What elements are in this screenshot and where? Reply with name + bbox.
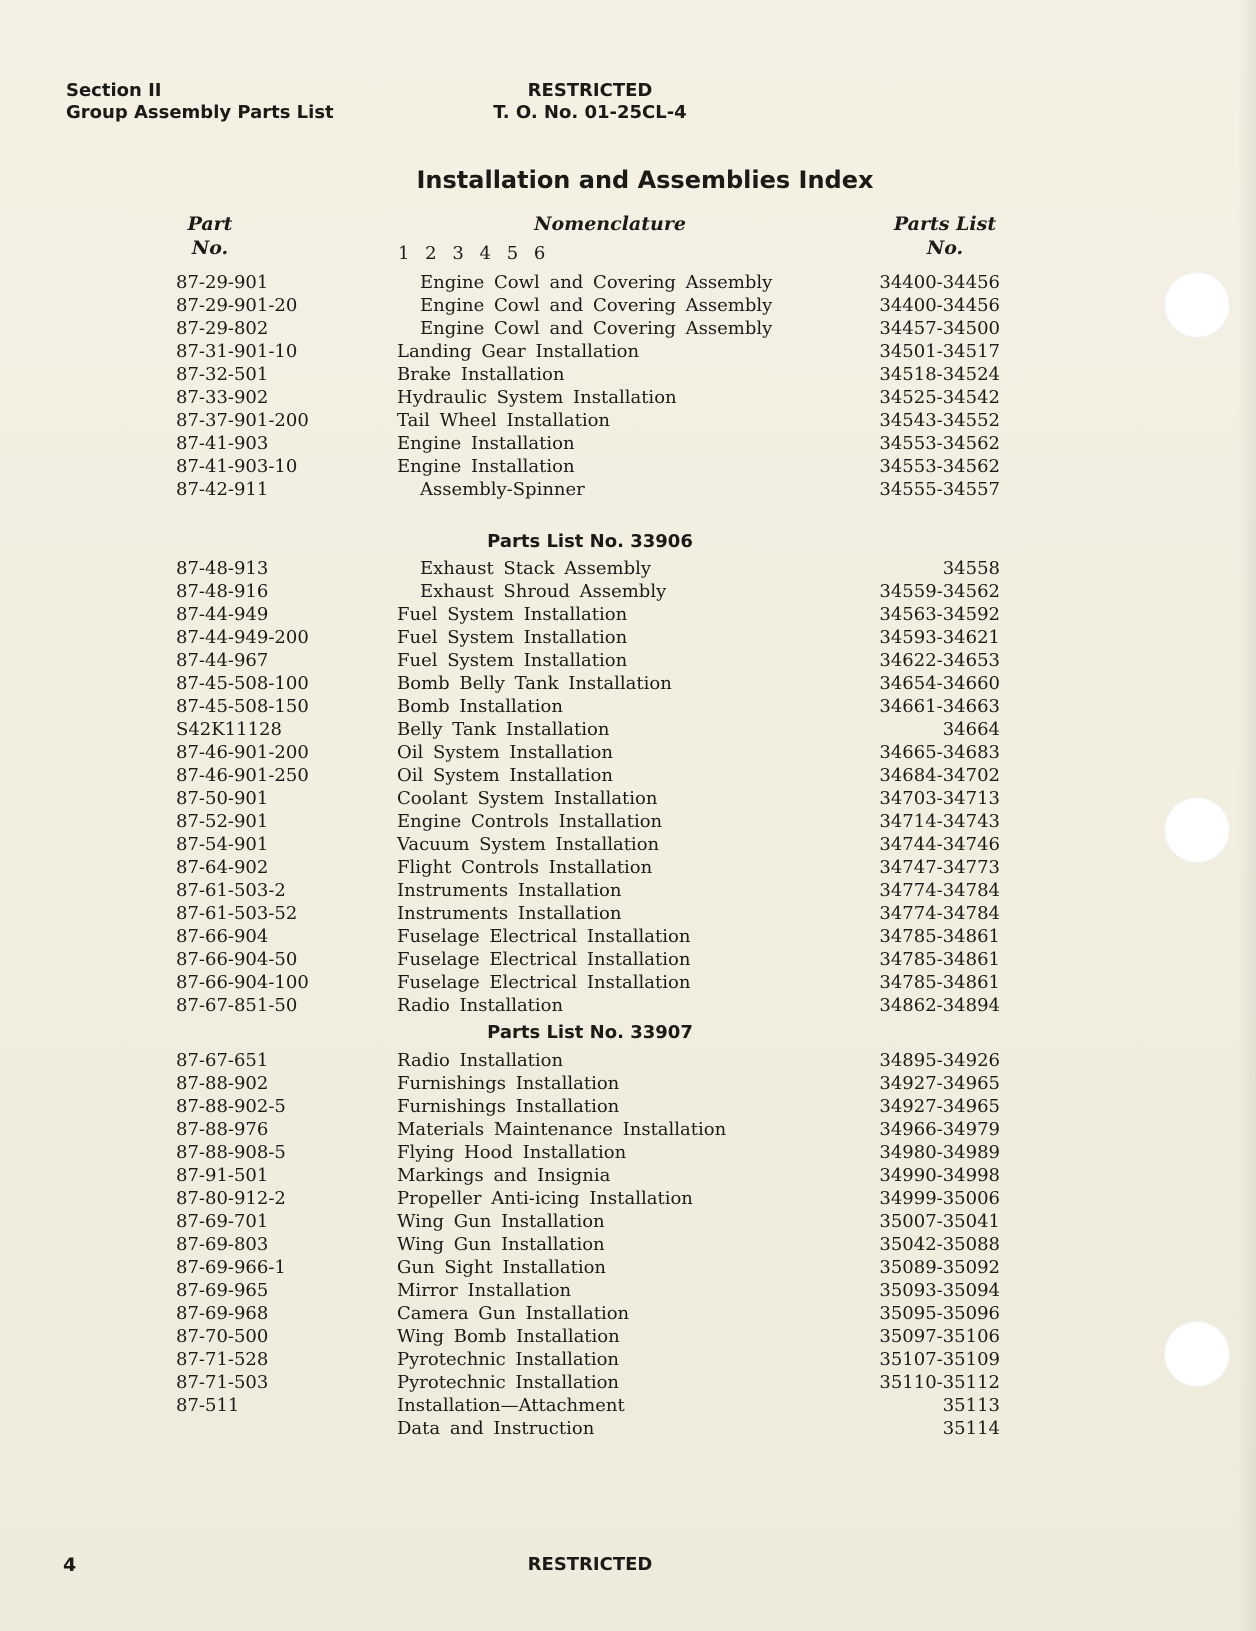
table-row — [0, 1417, 1256, 1440]
part-number: 87-29-901 — [176, 272, 269, 293]
classification-bottom: RESTRICTED — [527, 1554, 653, 1575]
nomenclature: Tail Wheel Installation — [397, 410, 611, 431]
part-number: 87-52-901 — [176, 811, 269, 832]
table-row — [0, 741, 1256, 764]
parts-list-number: 34558 — [942, 558, 1000, 579]
nomenclature: Radio Installation — [397, 1050, 564, 1071]
part-number: 87-69-965 — [176, 1280, 269, 1301]
part-number: 87-32-501 — [176, 364, 269, 385]
part-number: 87-80-912-2 — [176, 1188, 286, 1209]
parts-list-number: 34661-34663 — [879, 696, 1000, 717]
part-number: 87-29-802 — [176, 318, 269, 339]
part-number: 87-71-503 — [176, 1372, 269, 1393]
nomenclature: Hydraulic System Installation — [397, 387, 677, 408]
indent-level-numbers: 1 2 3 4 5 6 — [398, 243, 551, 264]
table-row — [0, 317, 1256, 340]
nomenclature: Coolant System Installation — [397, 788, 658, 809]
parts-list-number: 35097-35106 — [879, 1326, 1000, 1347]
nomenclature: Exhaust Shroud Assembly — [420, 581, 667, 602]
part-number: 87-61-503-52 — [176, 903, 298, 924]
nomenclature: Flying Hood Installation — [397, 1142, 627, 1163]
page-number: 4 — [63, 1554, 77, 1576]
part-number: 87-71-528 — [176, 1349, 269, 1370]
part-number: 87-48-916 — [176, 581, 269, 602]
part-number: 87-70-500 — [176, 1326, 269, 1347]
table-row — [0, 1325, 1256, 1348]
parts-list-number: 35113 — [942, 1395, 1000, 1416]
nomenclature: Engine Cowl and Covering Assembly — [420, 318, 773, 339]
table-row — [0, 557, 1256, 580]
table-row — [0, 1256, 1256, 1279]
parts-list-number: 34501-34517 — [879, 341, 1000, 362]
part-number: 87-45-508-150 — [176, 696, 309, 717]
nomenclature: Instruments Installation — [397, 903, 622, 924]
part-number: 87-66-904-100 — [176, 972, 309, 993]
parts-list-number: 34862-34894 — [879, 995, 1000, 1016]
parts-list-number: 34927-34965 — [879, 1073, 1000, 1094]
nomenclature: Radio Installation — [397, 995, 564, 1016]
table-row — [0, 1302, 1256, 1325]
part-number: 87-88-902-5 — [176, 1096, 286, 1117]
part-number: 87-66-904-50 — [176, 949, 298, 970]
nomenclature: Markings and Insignia — [397, 1165, 611, 1186]
part-number: 87-42-911 — [176, 479, 269, 500]
table-row — [0, 695, 1256, 718]
table-row — [0, 879, 1256, 902]
table-row — [0, 294, 1256, 317]
page-title: Installation and Assemblies Index — [416, 166, 874, 194]
table-row — [0, 1095, 1256, 1118]
table-row — [0, 994, 1256, 1017]
page-edge-shadow — [1238, 0, 1256, 1631]
table-row — [0, 432, 1256, 455]
table-row — [0, 1394, 1256, 1417]
parts-list-number: 34559-34562 — [879, 581, 1000, 602]
nomenclature: Installation—Attachment — [397, 1395, 625, 1416]
nomenclature: Furnishings Installation — [397, 1073, 620, 1094]
table-row — [0, 1118, 1256, 1141]
table-row — [0, 478, 1256, 501]
part-number: 87-48-913 — [176, 558, 269, 579]
nomenclature: Propeller Anti-icing Installation — [397, 1188, 693, 1209]
table-row — [0, 455, 1256, 478]
table-group — [0, 271, 1256, 501]
table-row — [0, 718, 1256, 741]
nomenclature: Bomb Installation — [397, 696, 563, 717]
nomenclature: Instruments Installation — [397, 880, 622, 901]
nomenclature: Camera Gun Installation — [397, 1303, 630, 1324]
parts-list-number: 34543-34552 — [879, 410, 1000, 431]
nomenclature: Vacuum System Installation — [397, 834, 660, 855]
nomenclature: Mirror Installation — [397, 1280, 572, 1301]
parts-list-number: 34553-34562 — [879, 433, 1000, 454]
part-number: 87-44-949 — [176, 604, 269, 625]
part-number: 87-50-901 — [176, 788, 269, 809]
nomenclature: Pyrotechnic Installation — [397, 1349, 620, 1370]
table-group — [0, 557, 1256, 1017]
parts-list-number: 34400-34456 — [879, 272, 1000, 293]
nomenclature: Engine Installation — [397, 456, 575, 477]
parts-list-number: 34895-34926 — [879, 1050, 1000, 1071]
parts-list-number: 35007-35041 — [879, 1211, 1000, 1232]
table-group — [0, 1049, 1256, 1440]
table-row — [0, 580, 1256, 603]
part-number: 87-88-902 — [176, 1073, 269, 1094]
table-row — [0, 856, 1256, 879]
nomenclature: Engine Cowl and Covering Assembly — [420, 272, 773, 293]
part-number: 87-44-967 — [176, 650, 269, 671]
nomenclature: Brake Installation — [397, 364, 565, 385]
parts-list-number: 35107-35109 — [879, 1349, 1000, 1370]
table-row — [0, 764, 1256, 787]
nomenclature: Landing Gear Installation — [397, 341, 640, 362]
parts-list-number: 34774-34784 — [879, 903, 1000, 924]
part-number: 87-67-651 — [176, 1050, 269, 1071]
table-row — [0, 1279, 1256, 1302]
part-number: 87-29-901-20 — [176, 295, 298, 316]
nomenclature: Fuselage Electrical Installation — [397, 972, 691, 993]
parts-list-section-heading: Parts List No. 33907 — [487, 1022, 693, 1043]
part-number: 87-88-908-5 — [176, 1142, 286, 1163]
part-number: 87-54-901 — [176, 834, 269, 855]
to-number: T. O. No. 01-25CL-4 — [493, 102, 687, 123]
table-row — [0, 409, 1256, 432]
parts-list-number: 34553-34562 — [879, 456, 1000, 477]
part-number: 87-45-508-100 — [176, 673, 309, 694]
table-row — [0, 1072, 1256, 1095]
section-subtitle: Group Assembly Parts List — [66, 102, 334, 123]
part-number: 87-69-968 — [176, 1303, 269, 1324]
parts-list-number: 35093-35094 — [879, 1280, 1000, 1301]
parts-list-number: 34518-34524 — [879, 364, 1000, 385]
nomenclature: Wing Gun Installation — [397, 1234, 605, 1255]
part-number: 87-46-901-200 — [176, 742, 309, 763]
nomenclature: Fuselage Electrical Installation — [397, 926, 691, 947]
nomenclature: Fuel System Installation — [397, 627, 628, 648]
parts-list-number: 34525-34542 — [879, 387, 1000, 408]
parts-list-number: 34785-34861 — [879, 926, 1000, 947]
part-number: 87-511 — [176, 1395, 240, 1416]
part-number: 87-37-901-200 — [176, 410, 309, 431]
parts-list-number: 34665-34683 — [879, 742, 1000, 763]
nomenclature: Assembly-Spinner — [420, 479, 585, 500]
table-row — [0, 833, 1256, 856]
table-row — [0, 1187, 1256, 1210]
nomenclature: Pyrotechnic Installation — [397, 1372, 620, 1393]
table-row — [0, 948, 1256, 971]
parts-list-number: 34684-34702 — [879, 765, 1000, 786]
parts-list-number: 34457-34500 — [879, 318, 1000, 339]
parts-list-number: 34927-34965 — [879, 1096, 1000, 1117]
nomenclature: Flight Controls Installation — [397, 857, 653, 878]
table-row — [0, 925, 1256, 948]
nomenclature: Wing Gun Installation — [397, 1211, 605, 1232]
nomenclature: Data and Instruction — [397, 1418, 595, 1439]
parts-list-number: 34400-34456 — [879, 295, 1000, 316]
nomenclature: Belly Tank Installation — [397, 719, 610, 740]
table-row — [0, 626, 1256, 649]
table-row — [0, 1371, 1256, 1394]
table-row — [0, 672, 1256, 695]
part-header-line2: No. — [191, 237, 229, 259]
parts-list-number: 34744-34746 — [879, 834, 1000, 855]
part-number: 87-41-903 — [176, 433, 269, 454]
table-row — [0, 971, 1256, 994]
parts-list-number: 34785-34861 — [879, 972, 1000, 993]
part-number: 87-69-966-1 — [176, 1257, 286, 1278]
part-number: 87-91-501 — [176, 1165, 269, 1186]
parts-list-number: 34654-34660 — [879, 673, 1000, 694]
nomenclature: Engine Cowl and Covering Assembly — [420, 295, 773, 316]
parts-list-number: 34703-34713 — [879, 788, 1000, 809]
parts-list-header-line2: No. — [926, 237, 964, 259]
part-number: 87-69-701 — [176, 1211, 269, 1232]
part-number: 87-31-901-10 — [176, 341, 298, 362]
parts-list-number: 35114 — [942, 1418, 1000, 1439]
parts-list-header-line1: Parts List — [893, 213, 997, 235]
nomenclature: Engine Installation — [397, 433, 575, 454]
nomenclature: Oil System Installation — [397, 742, 613, 763]
parts-list-column-header — [855, 212, 1035, 260]
parts-list-number: 34664 — [942, 719, 1000, 740]
part-number: 87-44-949-200 — [176, 627, 309, 648]
running-header-center — [440, 80, 740, 124]
binder-hole — [1164, 1321, 1230, 1387]
section-label: Section II — [66, 80, 162, 101]
parts-list-number: 34747-34773 — [879, 857, 1000, 878]
parts-list-number: 35095-35096 — [879, 1303, 1000, 1324]
table-row — [0, 1348, 1256, 1371]
nomenclature: Fuselage Electrical Installation — [397, 949, 691, 970]
running-header-left — [66, 80, 334, 124]
table-row — [0, 787, 1256, 810]
part-number: S42K11128 — [176, 719, 282, 740]
table-row — [0, 649, 1256, 672]
nomenclature: Fuel System Installation — [397, 604, 628, 625]
binder-hole — [1164, 272, 1230, 338]
table-row — [0, 1164, 1256, 1187]
parts-list-number: 34622-34653 — [879, 650, 1000, 671]
parts-list-number: 34593-34621 — [879, 627, 1000, 648]
part-number: 87-67-851-50 — [176, 995, 298, 1016]
parts-list-number: 34966-34979 — [879, 1119, 1000, 1140]
table-row — [0, 1049, 1256, 1072]
table-row — [0, 1233, 1256, 1256]
part-number: 87-46-901-250 — [176, 765, 309, 786]
part-number: 87-41-903-10 — [176, 456, 298, 477]
table-row — [0, 363, 1256, 386]
parts-list-number: 34563-34592 — [879, 604, 1000, 625]
part-number: 87-66-904 — [176, 926, 269, 947]
nomenclature: Furnishings Installation — [397, 1096, 620, 1117]
nomenclature: Bomb Belly Tank Installation — [397, 673, 672, 694]
nomenclature: Exhaust Stack Assembly — [420, 558, 652, 579]
nomenclature: Wing Bomb Installation — [397, 1326, 620, 1347]
parts-list-number: 35042-35088 — [879, 1234, 1000, 1255]
table-row — [0, 340, 1256, 363]
nomenclature: Engine Controls Installation — [397, 811, 663, 832]
part-number: 87-88-976 — [176, 1119, 269, 1140]
classification-top: RESTRICTED — [527, 80, 653, 101]
nomenclature-column-header: Nomenclature — [534, 213, 686, 235]
part-number: 87-33-902 — [176, 387, 269, 408]
parts-list-number: 34980-34989 — [879, 1142, 1000, 1163]
nomenclature: Oil System Installation — [397, 765, 613, 786]
parts-list-number: 34714-34743 — [879, 811, 1000, 832]
part-number: 87-64-902 — [176, 857, 269, 878]
part-number: 87-69-803 — [176, 1234, 269, 1255]
parts-list-number: 34999-35006 — [879, 1188, 1000, 1209]
table-row — [0, 1141, 1256, 1164]
nomenclature: Gun Sight Installation — [397, 1257, 607, 1278]
parts-list-number: 34990-34998 — [879, 1165, 1000, 1186]
table-row — [0, 902, 1256, 925]
table-row — [0, 810, 1256, 833]
parts-list-number: 34555-34557 — [879, 479, 1000, 500]
table-row — [0, 271, 1256, 294]
part-no-column-header — [150, 212, 270, 260]
table-row — [0, 603, 1256, 626]
nomenclature: Fuel System Installation — [397, 650, 628, 671]
binder-hole — [1164, 797, 1230, 863]
parts-list-number: 35089-35092 — [879, 1257, 1000, 1278]
parts-list-section-heading: Parts List No. 33906 — [487, 531, 693, 552]
parts-list-number: 34785-34861 — [879, 949, 1000, 970]
parts-list-number: 34774-34784 — [879, 880, 1000, 901]
nomenclature: Materials Maintenance Installation — [397, 1119, 727, 1140]
part-header-line1: Part — [187, 213, 233, 235]
table-row — [0, 1210, 1256, 1233]
parts-list-number: 35110-35112 — [879, 1372, 1000, 1393]
table-row — [0, 386, 1256, 409]
part-number: 87-61-503-2 — [176, 880, 286, 901]
